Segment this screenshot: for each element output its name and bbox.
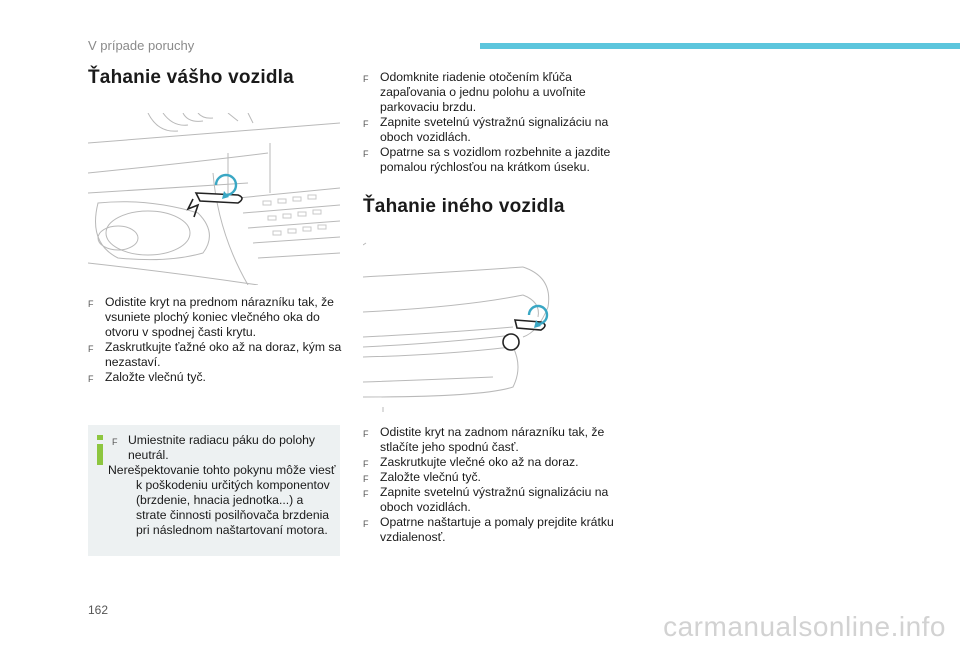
step-item: F Opatrne sa s vozidlom rozbehnite a jazdite pomalou rýchlosťou na krátkom úseku. <box>363 145 611 174</box>
bullet-icon: F <box>363 74 369 84</box>
bullet-icon: F <box>112 437 118 447</box>
info-warning: Nerešpektovanie tohto pokynu môže viesť k poškodeniu určitých komponentov (brzdenie, hnacia jednotka...) a strate činnosti posilňovača brzdenia pri následnom naštartovaní motora. <box>108 463 336 537</box>
info-icon <box>94 435 106 465</box>
bullet-icon: F <box>88 344 94 354</box>
step-item: F Odomknite riadenie otočením kľúča zapaľovania o jednu polohu a uvoľnite parkovaciu brzdu. <box>363 70 586 114</box>
chapter-title: V prípade poruchy <box>88 38 195 53</box>
bullet-icon: F <box>363 519 369 529</box>
watermark: carmanualsonline.info <box>663 611 946 642</box>
bullet-icon: F <box>88 299 94 309</box>
step-item: F Zaskrutkujte vlečné oko až na doraz. <box>363 455 623 470</box>
step-item: F Založte vlečnú tyč. <box>88 370 346 385</box>
info-box <box>88 425 340 556</box>
front-bumper-illustration <box>88 113 340 285</box>
info-step: F Umiestnite radiacu páku do polohy neutrál. <box>112 433 315 462</box>
steps-tow-own-continued <box>363 70 623 175</box>
steps-tow-own <box>88 295 346 385</box>
section-title-tow-own: Ťahanie vášho vozidla <box>88 67 294 88</box>
step-item: F Odistite kryt na prednom nárazníku tak, že vsuniete plochý koniec vlečného oka do otvoru v spodnej časti krytu. <box>88 295 334 339</box>
steps-tow-other <box>363 425 623 545</box>
bullet-icon: F <box>363 489 369 499</box>
step-item: F Založte vlečnú tyč. <box>363 470 623 485</box>
bullet-icon: F <box>363 119 369 129</box>
chapter-accent-bar <box>480 43 960 49</box>
page-number: 162 <box>88 603 109 617</box>
step-item: F Odistite kryt na zadnom nárazníku tak, že stlačíte jeho spodnú časť. <box>363 425 605 454</box>
section-title-tow-other: Ťahanie iného vozidla <box>363 196 565 217</box>
bullet-icon: F <box>363 474 369 484</box>
step-item: F Opatrne naštartuje a pomaly prejdite krátku vzdialenosť. <box>363 515 614 544</box>
bullet-icon: F <box>363 459 369 469</box>
step-item: F Zapnite svetelnú výstražnú signalizáciu na oboch vozidlách. <box>363 485 609 514</box>
rear-bumper-illustration <box>363 237 553 412</box>
bullet-icon: F <box>363 149 369 159</box>
step-item: F Zapnite svetelnú výstražnú signalizáciu na oboch vozidlách. <box>363 115 609 144</box>
step-item: F Zaskrutkujte ťažné oko až na doraz, kým sa nezastaví. <box>88 340 342 369</box>
bullet-icon: F <box>363 429 369 439</box>
bullet-icon: F <box>88 374 94 384</box>
